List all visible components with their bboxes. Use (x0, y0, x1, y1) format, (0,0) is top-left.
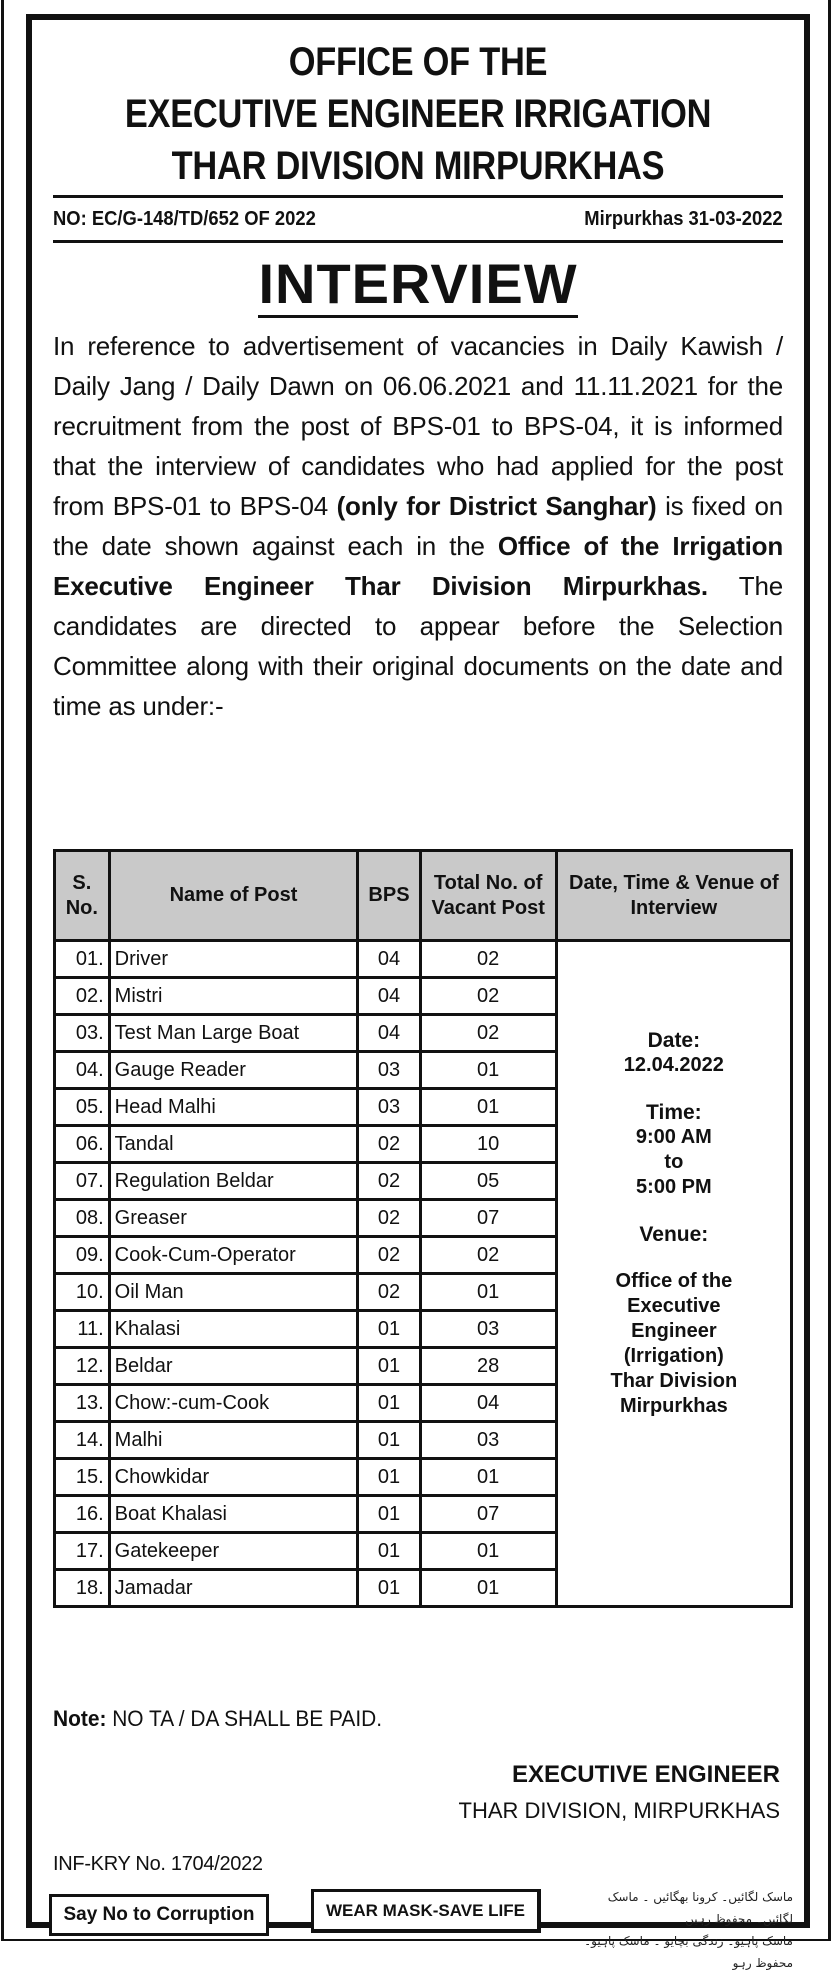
row-vacant-count: 02 (420, 941, 556, 978)
notice-body (53, 326, 783, 726)
row-post-name: Driver (109, 941, 358, 978)
body-bold-district: (only for District Sanghar) (336, 491, 657, 521)
wear-mask-badge (311, 1889, 541, 1933)
row-sno: 14. (55, 1422, 110, 1459)
row-vacant-count: 03 (420, 1422, 556, 1459)
vacancy-table (53, 849, 793, 1608)
header-schedule: Date, Time & Venue of Interview (556, 851, 791, 941)
row-sno: 12. (55, 1348, 110, 1385)
advertisement-box (26, 14, 810, 1970)
row-bps: 02 (358, 1200, 420, 1237)
table-row (55, 941, 792, 978)
row-bps: 01 (358, 1533, 420, 1570)
row-bps: 01 (358, 1459, 420, 1496)
row-bps: 02 (358, 1237, 420, 1274)
body-part-2: is fixed on the date shown against each in the (53, 491, 784, 561)
row-bps: 04 (358, 978, 420, 1015)
row-vacant-count: 01 (420, 1570, 556, 1607)
row-sno: 08. (55, 1200, 110, 1237)
row-sno: 11. (55, 1311, 110, 1348)
row-vacant-count: 02 (420, 1237, 556, 1274)
header-bps: BPS (358, 851, 420, 941)
row-vacant-count: 01 (420, 1052, 556, 1089)
body-bold-office: Office of the Irrigation Executive Engineer Thar Division Mirpurkhas. (53, 531, 784, 601)
row-post-name: Gatekeeper (109, 1533, 358, 1570)
row-vacant-count: 05 (420, 1163, 556, 1200)
row-sno: 15. (55, 1459, 110, 1496)
row-bps: 01 (358, 1348, 420, 1385)
reference-bar (53, 195, 783, 243)
table-body (55, 941, 792, 1607)
urdu-slogan-line-1: ماسک لگائیں۔ کرونا بھگائیں ۔ ماسک لگائیں۔ محفوظ رہیں (607, 1890, 793, 1926)
row-vacant-count: 02 (420, 1015, 556, 1052)
venue-line: Mirpurkhas (619, 1395, 728, 1417)
row-sno: 03. (55, 1015, 110, 1052)
venue-line: (Irrigation) (623, 1345, 724, 1367)
title-line-2: EXECUTIVE ENGINEER IRRIGATION (124, 92, 712, 136)
row-post-name: Regulation Beldar (109, 1163, 358, 1200)
row-sno: 17. (55, 1533, 110, 1570)
office-title (32, 36, 804, 192)
time-from: 9:00 AM (635, 1126, 712, 1148)
title-line-1: OFFICE OF THE (288, 40, 548, 84)
row-post-name: Gauge Reader (109, 1052, 358, 1089)
row-sno: 18. (55, 1570, 110, 1607)
row-post-name: Greaser (109, 1200, 358, 1237)
venue-line: Engineer (631, 1320, 717, 1342)
row-post-name: Cook-Cum-Operator (109, 1237, 358, 1274)
row-post-name: Chowkidar (109, 1459, 358, 1496)
place-date: Mirpurkhas 31-03-2022 (584, 207, 783, 230)
signatory-office: THAR DIVISION, MIRPURKHAS (458, 1798, 780, 1823)
inf-number: INF-KRY No. 1704/2022 (53, 1853, 263, 1875)
row-post-name: Malhi (109, 1422, 358, 1459)
row-post-name: Jamadar (109, 1570, 358, 1607)
row-post-name: Mistri (109, 978, 358, 1015)
row-post-name: Oil Man (109, 1274, 358, 1311)
urdu-slogan-line-2: ماسک پاہیو۔ زندگی بچایو ۔ ماسک پاہیو۔ محفوظ رہو (584, 1934, 793, 1970)
row-bps: 02 (358, 1163, 420, 1200)
row-sno: 04. (55, 1052, 110, 1089)
signatory-title: EXECUTIVE ENGINEER (511, 1761, 780, 1788)
row-post-name: Tandal (109, 1126, 358, 1163)
row-vacant-count: 10 (420, 1126, 556, 1163)
row-bps: 01 (358, 1311, 420, 1348)
row-post-name: Boat Khalasi (109, 1496, 358, 1533)
body-part-3: The candidates are directed to appear before the Selection Committee along with their original documents on the date and time as under:- (53, 571, 783, 721)
row-post-name: Chow:-cum-Cook (109, 1385, 358, 1422)
row-vacant-count: 01 (420, 1459, 556, 1496)
row-bps: 03 (358, 1089, 420, 1126)
row-bps: 02 (358, 1126, 420, 1163)
time-label: Time: (646, 1101, 702, 1124)
note-text: NO TA / DA SHALL BE PAID. (106, 1706, 383, 1731)
row-sno: 02. (55, 978, 110, 1015)
row-bps: 01 (358, 1385, 420, 1422)
row-bps: 02 (358, 1274, 420, 1311)
venue-line: Thar Division (610, 1370, 738, 1392)
venue-line: Executive (627, 1295, 721, 1317)
body-part-1: In reference to advertisement of vacancies in Daily Kawish / Daily Jang / Daily Dawn on 06.06.2021 and 11.11.2021 for the recruitment from the post of BPS-01 to BPS-04, it is informed that the interview of candidates who had applied for the post from BPS-01 to BPS-04 (53, 331, 783, 521)
row-vacant-count: 07 (420, 1496, 556, 1533)
signatory-block (459, 1757, 780, 1829)
heading-text: INTERVIEW (258, 254, 577, 318)
interview-date: 12.04.2022 (623, 1054, 724, 1076)
row-sno: 06. (55, 1126, 110, 1163)
title-line-3: THAR DIVISION MIRPURKHAS (171, 144, 665, 188)
header-post: Name of Post (109, 851, 358, 941)
header-sno: S. No. (55, 851, 110, 941)
row-vacant-count: 28 (420, 1348, 556, 1385)
row-bps: 03 (358, 1052, 420, 1089)
row-sno: 05. (55, 1089, 110, 1126)
row-bps: 01 (358, 1496, 420, 1533)
venue-line: Office of the (615, 1270, 733, 1292)
row-bps: 04 (358, 941, 420, 978)
spacer (562, 1078, 786, 1100)
spacer (562, 1200, 786, 1222)
corruption-slogan-text: Say No to Corruption (63, 1904, 255, 1925)
notice-heading (32, 254, 804, 318)
row-vacant-count: 07 (420, 1200, 556, 1237)
urdu-slogan (578, 1886, 793, 1974)
time-to: 5:00 PM (636, 1176, 712, 1198)
row-sno: 09. (55, 1237, 110, 1274)
row-bps: 01 (358, 1570, 420, 1607)
row-vacant-count: 03 (420, 1311, 556, 1348)
row-sno: 13. (55, 1385, 110, 1422)
row-post-name: Khalasi (109, 1311, 358, 1348)
row-sno: 07. (55, 1163, 110, 1200)
header-vacant: Total No. of Vacant Post (420, 851, 556, 941)
time-to-word: to (664, 1151, 684, 1173)
row-vacant-count: 01 (420, 1533, 556, 1570)
interview-schedule-cell (556, 941, 791, 1607)
row-sno: 16. (55, 1496, 110, 1533)
venue-label: Venue: (639, 1223, 709, 1246)
row-post-name: Head Malhi (109, 1089, 358, 1126)
say-no-corruption-badge (49, 1894, 269, 1936)
row-bps: 04 (358, 1015, 420, 1052)
row-vacant-count: 01 (420, 1089, 556, 1126)
row-post-name: Beldar (109, 1348, 358, 1385)
row-bps: 01 (358, 1422, 420, 1459)
note (53, 1706, 382, 1732)
row-post-name: Test Man Large Boat (109, 1015, 358, 1052)
reference-number: NO: EC/G-148/TD/652 OF 2022 (53, 207, 316, 230)
date-label: Date: (647, 1029, 701, 1052)
table-header-row (55, 851, 792, 941)
row-vacant-count: 02 (420, 978, 556, 1015)
spacer (562, 1247, 786, 1269)
row-vacant-count: 01 (420, 1274, 556, 1311)
row-vacant-count: 04 (420, 1385, 556, 1422)
mask-slogan-text: WEAR MASK-SAVE LIFE (326, 1900, 525, 1920)
note-label: Note: (53, 1706, 107, 1731)
row-sno: 01. (55, 941, 110, 978)
row-sno: 10. (55, 1274, 110, 1311)
